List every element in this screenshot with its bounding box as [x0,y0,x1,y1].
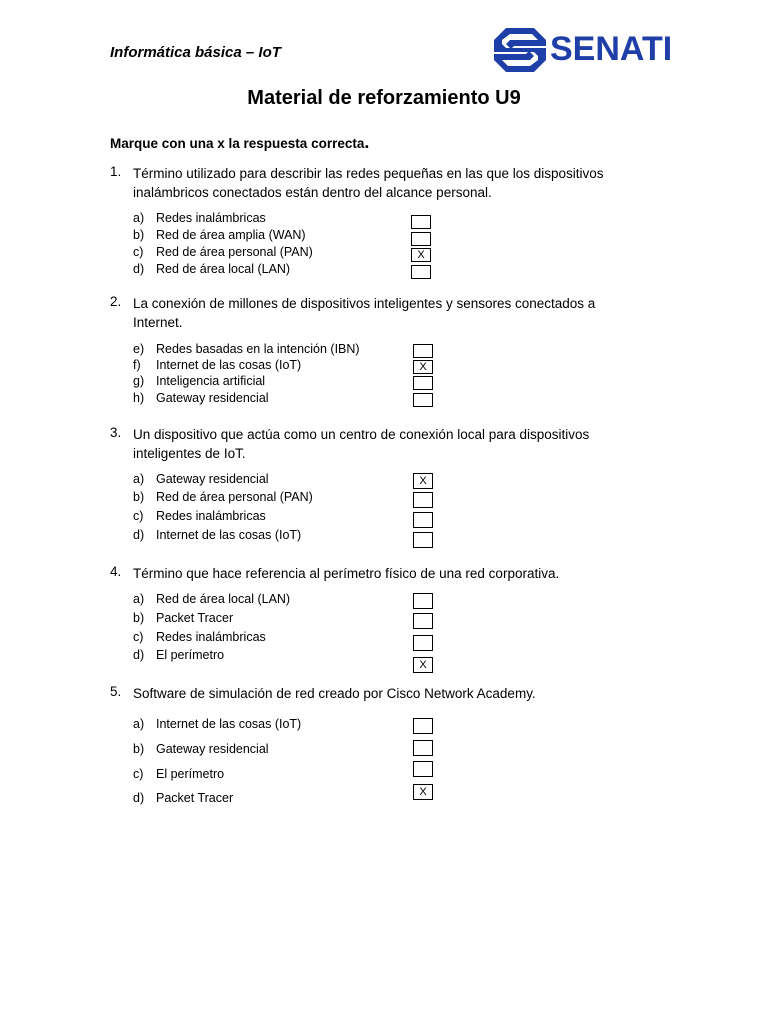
answer-checkbox[interactable] [413,718,433,734]
option-text: Packet Tracer [156,791,234,805]
question-line: inteligentes de IoT. [133,446,246,461]
instruction-text [110,132,369,153]
option-text: Inteligencia artificial [156,374,266,388]
question-line: Término utilizado para describir las redes pequeñas en las que los dispositivos [133,166,604,181]
page-title: Material de reforzamiento U9 [247,87,521,109]
option-letter: a) [133,211,145,225]
question-line: La conexión de millones de dispositivos inteligentes y sensores conectados a [133,296,596,311]
answer-checkbox[interactable]: X [413,360,433,374]
answer-checkbox[interactable] [411,215,431,229]
option-letter: h) [133,391,145,405]
answer-checkbox[interactable] [413,376,433,390]
option-text: Red de área personal (PAN) [156,490,313,504]
question-number: 2. [110,294,122,309]
option-text: Internet de las cosas (IoT) [156,358,302,372]
logo-wordmark: SENATI [550,30,673,68]
question-line: Término que hace referencia al perímetro físico de una red corporativa. [133,566,560,581]
question-number: 1. [110,164,122,179]
senati-s-icon [492,26,548,74]
question-text [133,164,638,202]
option-letter: d) [133,791,145,805]
option-letter: d) [133,528,145,542]
answer-checkbox[interactable] [413,635,433,651]
header-course-title: Informática básica – IoT [110,44,281,61]
answer-checkbox[interactable]: X [413,473,433,489]
option-text: Redes inalámbricas [156,211,266,225]
option-letter: f) [133,358,141,372]
option-text: Packet Tracer [156,611,234,625]
option-letter: b) [133,228,145,242]
option-letter: b) [133,742,145,756]
option-text: Internet de las cosas (IoT) [156,528,302,542]
option-letter: g) [133,374,145,388]
option-letter: c) [133,767,144,781]
option-text: Redes inalámbricas [156,630,266,644]
answer-checkbox[interactable]: X [413,657,433,673]
option-letter: a) [133,717,145,731]
question-text [133,425,638,463]
question-line: Software de simulación de red creado por Cisco Network Academy. [133,686,536,701]
option-text: El perímetro [156,648,225,662]
answer-checkbox[interactable] [413,593,433,609]
option-text: Gateway residencial [156,472,269,486]
answer-checkbox[interactable] [413,761,433,777]
instruction-label: Marque con una x la respuesta correcta [110,136,365,151]
option-letter: b) [133,490,145,504]
question-text [133,564,638,583]
option-letter: d) [133,262,145,276]
option-text: Red de área local (LAN) [156,262,291,276]
instruction-period: . [364,132,370,152]
option-letter: d) [133,648,145,662]
question-number: 4. [110,564,122,579]
option-letter: a) [133,592,145,606]
option-text: El perímetro [156,767,225,781]
option-text: Red de área personal (PAN) [156,245,313,259]
answer-checkbox[interactable]: X [411,248,431,262]
option-letter: b) [133,611,145,625]
option-text: Redes basadas en la intención (IBN) [156,342,360,356]
option-letter: a) [133,472,145,486]
answer-checkbox[interactable] [413,613,433,629]
option-text: Gateway residencial [156,391,269,405]
option-text: Red de área local (LAN) [156,592,291,606]
option-text: Gateway residencial [156,742,269,756]
option-text: Red de área amplia (WAN) [156,228,306,242]
option-letter: c) [133,245,144,259]
answer-checkbox[interactable] [413,344,433,358]
option-letter: c) [133,630,144,644]
answer-checkbox[interactable] [411,265,431,279]
option-text: Redes inalámbricas [156,509,266,523]
question-text [133,684,638,703]
question-text [133,294,638,332]
question-line: inalámbricos conectados están dentro del alcance personal. [133,185,492,200]
answer-checkbox[interactable] [413,532,433,548]
answer-checkbox[interactable] [413,393,433,407]
question-number: 3. [110,425,122,440]
question-line: Un dispositivo que actúa como un centro de conexión local para dispositivos [133,427,590,442]
option-letter: e) [133,342,145,356]
answer-checkbox[interactable] [411,232,431,246]
answer-checkbox[interactable] [413,740,433,756]
senati-logo [492,26,684,74]
answer-checkbox[interactable] [413,492,433,508]
option-letter: c) [133,509,144,523]
answer-checkbox[interactable] [413,512,433,528]
question-line: Internet. [133,315,183,330]
question-number: 5. [110,684,122,699]
answer-checkbox[interactable]: X [413,784,433,800]
option-text: Internet de las cosas (IoT) [156,717,302,731]
